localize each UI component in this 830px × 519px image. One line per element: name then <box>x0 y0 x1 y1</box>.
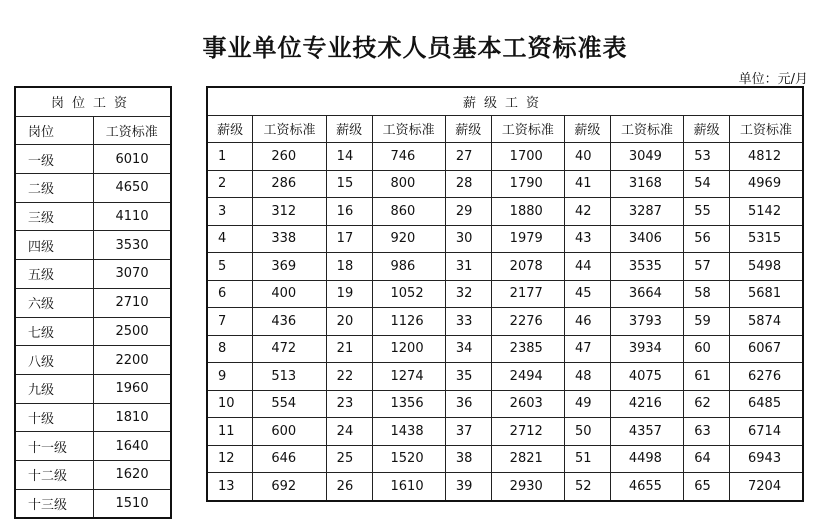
grade-standard-cell: 2603 <box>491 390 564 418</box>
grade-standard-cell: 3168 <box>610 170 683 198</box>
grade-standard-cell: 1979 <box>491 225 564 253</box>
grade-number-cell: 32 <box>445 280 491 308</box>
table-row <box>207 253 803 281</box>
grade-number-cell: 51 <box>565 445 611 473</box>
grade-number-cell: 29 <box>445 198 491 226</box>
table-row <box>207 335 803 363</box>
grade-number-cell: 11 <box>207 418 253 446</box>
grade-standard-cell: 2712 <box>491 418 564 446</box>
grade-number-cell: 59 <box>684 308 730 336</box>
post-rank-cell: 三级 <box>15 202 93 231</box>
table-row <box>207 445 803 473</box>
grade-standard-cell: 5142 <box>730 198 803 226</box>
grade-number-cell: 40 <box>565 143 611 171</box>
post-rank-cell: 十一级 <box>15 432 93 461</box>
grade-header-grade: 薪级 <box>207 115 253 143</box>
grade-standard-cell: 472 <box>253 335 326 363</box>
grade-standard-cell: 436 <box>253 308 326 336</box>
grade-number-cell: 23 <box>326 390 372 418</box>
grade-standard-cell: 5681 <box>730 280 803 308</box>
grade-standard-cell: 4075 <box>610 363 683 391</box>
grade-header-standard: 工资标准 <box>610 115 683 143</box>
grade-number-cell: 47 <box>565 335 611 363</box>
post-standard-cell: 3530 <box>93 231 171 260</box>
grade-standard-cell: 7204 <box>730 473 803 501</box>
grade-number-cell: 65 <box>684 473 730 501</box>
grade-standard-cell: 260 <box>253 143 326 171</box>
grade-standard-cell: 746 <box>372 143 445 171</box>
grade-number-cell: 10 <box>207 390 253 418</box>
table-row <box>15 403 171 432</box>
grade-number-cell: 12 <box>207 445 253 473</box>
grade-standard-cell: 4969 <box>730 170 803 198</box>
post-standard-cell: 4110 <box>93 202 171 231</box>
post-rank-cell: 八级 <box>15 346 93 375</box>
grade-standard-cell: 5874 <box>730 308 803 336</box>
grade-standard-cell: 6485 <box>730 390 803 418</box>
grade-standard-cell: 2177 <box>491 280 564 308</box>
grade-standard-cell: 338 <box>253 225 326 253</box>
grade-number-cell: 26 <box>326 473 372 501</box>
grade-standard-cell: 5315 <box>730 225 803 253</box>
grade-standard-cell: 400 <box>253 280 326 308</box>
post-header-rank: 岗位 <box>15 116 93 145</box>
grade-number-cell: 42 <box>565 198 611 226</box>
table-row <box>15 202 171 231</box>
table-row <box>207 473 803 501</box>
table-row <box>15 145 171 174</box>
grade-wage-body <box>207 143 803 501</box>
table-row <box>207 308 803 336</box>
table-row <box>207 418 803 446</box>
grade-number-cell: 44 <box>565 253 611 281</box>
grade-standard-cell: 2930 <box>491 473 564 501</box>
post-standard-cell: 2710 <box>93 288 171 317</box>
table-row <box>207 170 803 198</box>
page-title: 事业单位专业技术人员基本工资标准表 <box>202 34 628 62</box>
grade-header-standard: 工资标准 <box>372 115 445 143</box>
grade-number-cell: 1 <box>207 143 253 171</box>
post-wage-caption: 岗位工资 <box>15 87 171 116</box>
post-header-standard: 工资标准 <box>93 116 171 145</box>
grade-number-cell: 36 <box>445 390 491 418</box>
grade-standard-cell: 2078 <box>491 253 564 281</box>
grade-standard-cell: 4357 <box>610 418 683 446</box>
grade-number-cell: 22 <box>326 363 372 391</box>
grade-standard-cell: 800 <box>372 170 445 198</box>
grade-number-cell: 17 <box>326 225 372 253</box>
grade-number-cell: 2 <box>207 170 253 198</box>
table-row <box>15 260 171 289</box>
grade-standard-cell: 6276 <box>730 363 803 391</box>
grade-number-cell: 3 <box>207 198 253 226</box>
grade-standard-cell: 369 <box>253 253 326 281</box>
grade-number-cell: 14 <box>326 143 372 171</box>
post-rank-cell: 十级 <box>15 403 93 432</box>
post-standard-cell: 2500 <box>93 317 171 346</box>
post-standard-cell: 1640 <box>93 432 171 461</box>
grade-standard-cell: 1438 <box>372 418 445 446</box>
grade-number-cell: 57 <box>684 253 730 281</box>
grade-standard-cell: 4812 <box>730 143 803 171</box>
grade-number-cell: 46 <box>565 308 611 336</box>
grade-number-cell: 61 <box>684 363 730 391</box>
grade-standard-cell: 312 <box>253 198 326 226</box>
grade-standard-cell: 1520 <box>372 445 445 473</box>
grade-number-cell: 4 <box>207 225 253 253</box>
unit-label: 单位：元/月 <box>738 72 808 87</box>
grade-number-cell: 63 <box>684 418 730 446</box>
grade-standard-cell: 6943 <box>730 445 803 473</box>
grade-standard-cell: 1700 <box>491 143 564 171</box>
grade-header-standard: 工资标准 <box>730 115 803 143</box>
table-row <box>207 363 803 391</box>
grade-number-cell: 13 <box>207 473 253 501</box>
grade-number-cell: 43 <box>565 225 611 253</box>
post-standard-cell: 6010 <box>93 145 171 174</box>
grade-standard-cell: 1126 <box>372 308 445 336</box>
post-rank-cell: 二级 <box>15 174 93 203</box>
table-row <box>207 225 803 253</box>
post-rank-cell: 六级 <box>15 288 93 317</box>
grade-number-cell: 45 <box>565 280 611 308</box>
post-rank-cell: 九级 <box>15 374 93 403</box>
grade-number-cell: 30 <box>445 225 491 253</box>
grade-number-cell: 62 <box>684 390 730 418</box>
post-rank-cell: 十三级 <box>15 489 93 518</box>
grade-number-cell: 49 <box>565 390 611 418</box>
grade-standard-cell: 4498 <box>610 445 683 473</box>
table-row <box>15 460 171 489</box>
grade-number-cell: 9 <box>207 363 253 391</box>
grade-number-cell: 53 <box>684 143 730 171</box>
table-row <box>15 174 171 203</box>
grade-standard-cell: 286 <box>253 170 326 198</box>
grade-standard-cell: 1880 <box>491 198 564 226</box>
grade-number-cell: 54 <box>684 170 730 198</box>
grade-standard-cell: 646 <box>253 445 326 473</box>
grade-header-grade: 薪级 <box>684 115 730 143</box>
post-standard-cell: 2200 <box>93 346 171 375</box>
grade-standard-cell: 986 <box>372 253 445 281</box>
post-rank-cell: 五级 <box>15 260 93 289</box>
grade-header-grade: 薪级 <box>326 115 372 143</box>
grade-standard-cell: 3287 <box>610 198 683 226</box>
table-row <box>207 143 803 171</box>
grade-header-row <box>207 115 803 143</box>
grade-standard-cell: 554 <box>253 390 326 418</box>
grade-standard-cell: 3049 <box>610 143 683 171</box>
table-row <box>207 390 803 418</box>
grade-standard-cell: 513 <box>253 363 326 391</box>
grade-number-cell: 19 <box>326 280 372 308</box>
grade-number-cell: 35 <box>445 363 491 391</box>
grade-header-grade: 薪级 <box>445 115 491 143</box>
table-row <box>15 432 171 461</box>
grade-number-cell: 56 <box>684 225 730 253</box>
post-rank-cell: 四级 <box>15 231 93 260</box>
grade-standard-cell: 692 <box>253 473 326 501</box>
grade-number-cell: 39 <box>445 473 491 501</box>
grade-standard-cell: 3664 <box>610 280 683 308</box>
grade-number-cell: 24 <box>326 418 372 446</box>
grade-standard-cell: 1200 <box>372 335 445 363</box>
grade-number-cell: 37 <box>445 418 491 446</box>
grade-standard-cell: 3406 <box>610 225 683 253</box>
grade-header-standard: 工资标准 <box>253 115 326 143</box>
grade-number-cell: 58 <box>684 280 730 308</box>
grade-number-cell: 31 <box>445 253 491 281</box>
grade-standard-cell: 5498 <box>730 253 803 281</box>
grade-number-cell: 33 <box>445 308 491 336</box>
grade-number-cell: 20 <box>326 308 372 336</box>
grade-standard-cell: 6714 <box>730 418 803 446</box>
grade-standard-cell: 1356 <box>372 390 445 418</box>
post-standard-cell: 1510 <box>93 489 171 518</box>
post-wage-table <box>14 86 172 519</box>
table-row <box>15 374 171 403</box>
grade-standard-cell: 860 <box>372 198 445 226</box>
grade-wage-table <box>206 86 804 502</box>
post-rank-cell: 七级 <box>15 317 93 346</box>
grade-standard-cell: 920 <box>372 225 445 253</box>
grade-number-cell: 52 <box>565 473 611 501</box>
grade-number-cell: 18 <box>326 253 372 281</box>
grade-number-cell: 60 <box>684 335 730 363</box>
table-row <box>15 288 171 317</box>
grade-number-cell: 38 <box>445 445 491 473</box>
grade-standard-cell: 2821 <box>491 445 564 473</box>
grade-standard-cell: 600 <box>253 418 326 446</box>
post-standard-cell: 3070 <box>93 260 171 289</box>
grade-standard-cell: 1274 <box>372 363 445 391</box>
post-standard-cell: 4650 <box>93 174 171 203</box>
grade-number-cell: 50 <box>565 418 611 446</box>
table-row <box>15 231 171 260</box>
grade-number-cell: 5 <box>207 253 253 281</box>
grade-standard-cell: 2276 <box>491 308 564 336</box>
post-rank-cell: 十二级 <box>15 460 93 489</box>
table-row <box>207 280 803 308</box>
grade-wage-caption: 薪级工资 <box>207 87 803 115</box>
table-row <box>15 317 171 346</box>
grade-number-cell: 7 <box>207 308 253 336</box>
post-standard-cell: 1960 <box>93 374 171 403</box>
grade-number-cell: 55 <box>684 198 730 226</box>
grade-number-cell: 25 <box>326 445 372 473</box>
grade-standard-cell: 1790 <box>491 170 564 198</box>
post-standard-cell: 1620 <box>93 460 171 489</box>
grade-standard-cell: 1610 <box>372 473 445 501</box>
grade-standard-cell: 2385 <box>491 335 564 363</box>
post-rank-cell: 一级 <box>15 145 93 174</box>
table-row <box>15 346 171 375</box>
grade-number-cell: 15 <box>326 170 372 198</box>
grade-header-standard: 工资标准 <box>491 115 564 143</box>
grade-number-cell: 27 <box>445 143 491 171</box>
grade-standard-cell: 6067 <box>730 335 803 363</box>
grade-number-cell: 64 <box>684 445 730 473</box>
grade-standard-cell: 2494 <box>491 363 564 391</box>
grade-number-cell: 48 <box>565 363 611 391</box>
grade-standard-cell: 4655 <box>610 473 683 501</box>
grade-standard-cell: 4216 <box>610 390 683 418</box>
post-standard-cell: 1810 <box>93 403 171 432</box>
grade-number-cell: 6 <box>207 280 253 308</box>
grade-number-cell: 41 <box>565 170 611 198</box>
grade-number-cell: 34 <box>445 335 491 363</box>
grade-number-cell: 21 <box>326 335 372 363</box>
post-wage-body <box>15 145 171 518</box>
grade-number-cell: 28 <box>445 170 491 198</box>
grade-header-grade: 薪级 <box>565 115 611 143</box>
grade-number-cell: 8 <box>207 335 253 363</box>
grade-standard-cell: 3934 <box>610 335 683 363</box>
table-row <box>207 198 803 226</box>
grade-number-cell: 16 <box>326 198 372 226</box>
grade-standard-cell: 3793 <box>610 308 683 336</box>
grade-standard-cell: 1052 <box>372 280 445 308</box>
grade-standard-cell: 3535 <box>610 253 683 281</box>
